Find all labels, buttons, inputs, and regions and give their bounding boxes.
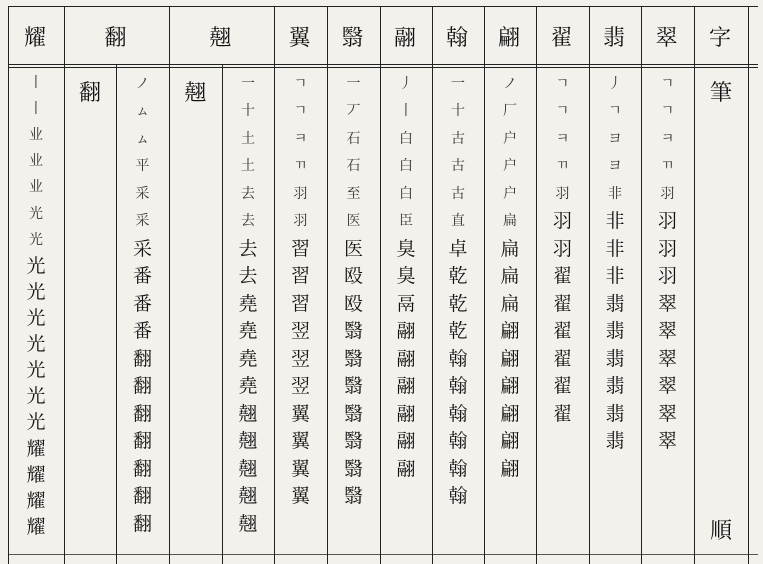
stroke-step: 翌	[290, 375, 310, 398]
stroke-step: 乾	[448, 320, 468, 343]
stroke-step: 翩	[500, 430, 520, 453]
stroke-step: 医	[346, 213, 361, 230]
stroke-step: 翩	[500, 457, 520, 480]
stroke-step: 堯	[238, 375, 258, 398]
stroke-step: 番	[132, 265, 152, 288]
stroke-step: 耀	[26, 437, 46, 460]
header-yao: 耀	[23, 25, 48, 51]
stroke-step: 翳	[343, 375, 363, 398]
stroke-step: 翳	[343, 402, 363, 425]
stroke-step: 翻	[132, 347, 152, 370]
header-ziti: 字	[708, 25, 733, 51]
stroke-step: ㄱ	[293, 75, 308, 92]
stroke-step: 十	[241, 103, 255, 120]
stroke-step: 翠	[657, 292, 677, 315]
stroke-step: 厂	[503, 103, 517, 120]
stroke-step: 丿	[399, 75, 413, 92]
seq-fan	[116, 70, 169, 550]
stroke-step: 翡	[605, 320, 625, 343]
stroke-step: 翩	[500, 402, 520, 425]
stroke-step: 翰	[448, 430, 468, 453]
seq-he	[380, 70, 432, 550]
stroke-step: 翳	[343, 485, 363, 508]
stroke-step: 翡	[605, 375, 625, 398]
stroke-step: 乾	[448, 265, 468, 288]
stroke-step: 翮	[396, 320, 416, 343]
stroke-step: 翰	[448, 375, 468, 398]
stroke-step: 去	[241, 213, 255, 230]
stroke-step: 扁	[500, 292, 520, 315]
stroke-step: 一	[346, 75, 361, 92]
label-fan-big: 翻	[78, 81, 101, 106]
stroke-step: ヨ	[608, 158, 622, 175]
stroke-step: 翟	[552, 375, 572, 398]
stroke-step: 翮	[396, 402, 416, 425]
seq-yi-wing	[274, 70, 327, 550]
stroke-step: ㄲ	[293, 158, 308, 175]
stroke-step: ㅋ	[660, 130, 675, 147]
stroke-step: 白	[399, 130, 413, 147]
stroke-step: 非	[605, 265, 625, 288]
seq-yi-shadow	[327, 70, 380, 550]
stroke-step: 翻	[132, 402, 152, 425]
stroke-step: 平	[135, 158, 150, 175]
bottom-divider	[8, 554, 758, 555]
seq-han	[432, 70, 484, 550]
seq-yao	[8, 70, 64, 550]
stroke-step: 光	[26, 411, 46, 434]
stroke-step: 翰	[448, 457, 468, 480]
stroke-step: 殴	[343, 292, 363, 315]
header-han: 翰	[445, 25, 470, 51]
stroke-step: 羽	[555, 185, 570, 202]
stroke-step: 翟	[552, 347, 572, 370]
stroke-step: 羽	[657, 237, 677, 260]
stroke-step: ㅋ	[555, 130, 570, 147]
stroke-step: 采	[135, 213, 150, 230]
stroke-step: 翹	[238, 485, 258, 508]
stroke-step: 翮	[396, 430, 416, 453]
stroke-step: 去	[238, 265, 258, 288]
stroke-step: 臭	[396, 265, 416, 288]
stroke-step: 业	[29, 179, 43, 196]
stroke-step: 翻	[132, 485, 152, 508]
stroke-step: 丨	[399, 103, 413, 120]
header-divider	[8, 64, 758, 65]
stroke-step: 翡	[605, 347, 625, 370]
stroke-step: 習	[290, 237, 310, 260]
stroke-step: 羽	[552, 210, 572, 233]
header-he: 翮	[393, 25, 418, 51]
stroke-step: 光	[26, 280, 46, 303]
stroke-step: 翻	[132, 430, 152, 453]
stroke-step: ノ	[135, 75, 150, 92]
stroke-step: 土	[241, 130, 255, 147]
stroke-step: 翡	[605, 402, 625, 425]
stroke-step: 臭	[396, 237, 416, 260]
stroke-step: 一	[451, 75, 465, 92]
stroke-step: 翟	[552, 265, 572, 288]
stroke-step: 光	[29, 231, 43, 248]
header-zhai: 翟	[550, 25, 575, 51]
label-bi: 筆	[709, 81, 732, 106]
stroke-step: ㅋ	[293, 130, 308, 147]
stroke-step: 采	[132, 237, 152, 260]
stroke-step: 翼	[290, 402, 310, 425]
stroke-step: 一	[241, 75, 255, 92]
stroke-step: 乾	[448, 292, 468, 315]
stroke-step: 翳	[343, 347, 363, 370]
stroke-step: 翩	[500, 347, 520, 370]
stroke-step: 翼	[290, 457, 310, 480]
stroke-step: 卓	[448, 237, 468, 260]
stroke-step: 羽	[293, 185, 308, 202]
stroke-step: 丿	[608, 75, 622, 92]
stroke-step: 户	[503, 185, 517, 202]
stroke-step: 翼	[290, 430, 310, 453]
stroke-step: 非	[605, 237, 625, 260]
stroke-step: 羽	[657, 265, 677, 288]
label-qiao-big: 翹	[184, 81, 207, 106]
stroke-step: 臣	[399, 213, 413, 230]
stroke-step: 医	[343, 237, 363, 260]
stroke-step: 耀	[26, 489, 46, 512]
stroke-step: ㄲ	[660, 158, 675, 175]
stroke-step: 古	[451, 185, 465, 202]
header-yi-wing: 翼	[288, 25, 313, 51]
stroke-step: 翹	[238, 430, 258, 453]
stroke-step: 殴	[343, 265, 363, 288]
stroke-step: 翰	[448, 402, 468, 425]
header-shan: 翩	[497, 25, 522, 51]
stroke-step: 翌	[290, 347, 310, 370]
stroke-step: 番	[132, 292, 152, 315]
header-yi-shadow: 翳	[341, 25, 366, 51]
stroke-step: 羽	[660, 185, 675, 202]
stroke-step: 翮	[396, 375, 416, 398]
stroke-step: 堯	[238, 347, 258, 370]
stroke-step: 翻	[132, 457, 152, 480]
stroke-step: ㄱ	[293, 103, 308, 120]
stroke-step: 翹	[238, 457, 258, 480]
stroke-step: 翡	[605, 292, 625, 315]
stroke-step: 丆	[346, 103, 361, 120]
stroke-step: 翳	[343, 457, 363, 480]
stroke-step: 光	[29, 205, 43, 222]
header-qiao: 翹	[209, 25, 234, 51]
stroke-step: 耀	[26, 463, 46, 486]
stroke-step: 翠	[657, 375, 677, 398]
stroke-step: 丨	[29, 75, 43, 92]
stroke-step: 去	[238, 237, 258, 260]
stroke-step: ㄱ	[555, 75, 570, 92]
stroke-step: 羽	[657, 210, 677, 233]
stroke-step: 光	[26, 333, 46, 356]
stroke-step: ノ	[503, 75, 517, 92]
stroke-step: 翌	[290, 320, 310, 343]
stroke-step: 翳	[343, 430, 363, 453]
stroke-step: 翩	[500, 320, 520, 343]
stroke-step: 非	[605, 210, 625, 233]
stroke-step: 翟	[552, 320, 572, 343]
stroke-step: 白	[399, 185, 413, 202]
seq-qiao	[222, 70, 274, 550]
label-shun: 順	[709, 519, 732, 544]
stroke-step: 业	[29, 153, 43, 170]
stroke-step: 翮	[396, 457, 416, 480]
stroke-step: 翰	[448, 347, 468, 370]
stroke-step: 去	[241, 185, 255, 202]
stroke-step: 習	[290, 265, 310, 288]
stroke-step: 翟	[552, 402, 572, 425]
stroke-step: ㄱ	[660, 103, 675, 120]
stroke-step: ㄱ	[660, 75, 675, 92]
header-fei: 翡	[602, 25, 627, 51]
stroke-step: 光	[26, 385, 46, 408]
seq-zhai	[536, 70, 589, 550]
stroke-step: 光	[26, 254, 46, 277]
header-cui: 翠	[655, 25, 680, 51]
stroke-step: 扁	[500, 265, 520, 288]
stroke-step: 耀	[26, 515, 46, 538]
stroke-step: 丨	[29, 101, 43, 118]
stroke-step: 翮	[396, 347, 416, 370]
stroke-step: 翼	[290, 485, 310, 508]
stroke-step: ㄱ	[555, 103, 570, 120]
seq-shan	[484, 70, 536, 550]
header-fan: 翻	[104, 25, 129, 51]
stroke-step: 非	[608, 185, 622, 202]
stroke-step: ㇺ	[135, 103, 150, 120]
stroke-step: 翠	[657, 402, 677, 425]
stroke-step: 光	[26, 359, 46, 382]
stroke-step: ヨ	[608, 130, 622, 147]
stroke-step: 业	[29, 127, 43, 144]
stroke-step: 古	[451, 158, 465, 175]
stroke-step: 户	[503, 158, 517, 175]
stroke-step: 羽	[293, 213, 308, 230]
stroke-step: 堯	[238, 320, 258, 343]
stroke-step: 翰	[448, 485, 468, 508]
stroke-step: ㄱ	[608, 103, 622, 120]
column-rule	[748, 6, 749, 564]
stroke-step: ㄲ	[555, 158, 570, 175]
stroke-step: 土	[241, 158, 255, 175]
stroke-step: 翹	[238, 402, 258, 425]
stroke-step: 翠	[657, 430, 677, 453]
stroke-step: 至	[346, 185, 361, 202]
stroke-step: 翩	[500, 375, 520, 398]
seq-cui	[641, 70, 694, 550]
stroke-step: 直	[451, 213, 465, 230]
stroke-step: 石	[346, 158, 361, 175]
stroke-step: 翻	[132, 512, 152, 535]
top-border	[8, 6, 758, 7]
header-divider-double	[8, 67, 758, 68]
stroke-step: 羽	[552, 237, 572, 260]
stroke-step: 十	[451, 103, 465, 120]
stroke-step: 白	[399, 158, 413, 175]
stroke-step: 户	[503, 130, 517, 147]
stroke-step: 翠	[657, 347, 677, 370]
stroke-step: 翳	[343, 320, 363, 343]
seq-fei	[589, 70, 641, 550]
stroke-step: 翠	[657, 320, 677, 343]
stroke-step: 采	[135, 185, 150, 202]
stroke-step: 翻	[132, 375, 152, 398]
stroke-step: 石	[346, 130, 361, 147]
stroke-step: 番	[132, 320, 152, 343]
stroke-step: 習	[290, 292, 310, 315]
stroke-step: 光	[26, 307, 46, 330]
stroke-step: 扁	[503, 213, 517, 230]
stroke-step: 堯	[238, 292, 258, 315]
stroke-step: 翹	[238, 512, 258, 535]
stroke-step: 鬲	[396, 292, 416, 315]
stroke-step: ㇺ	[135, 130, 150, 147]
stroke-step: 翡	[605, 430, 625, 453]
stroke-step: 古	[451, 130, 465, 147]
stroke-step: 翟	[552, 292, 572, 315]
stroke-step: 扁	[500, 237, 520, 260]
